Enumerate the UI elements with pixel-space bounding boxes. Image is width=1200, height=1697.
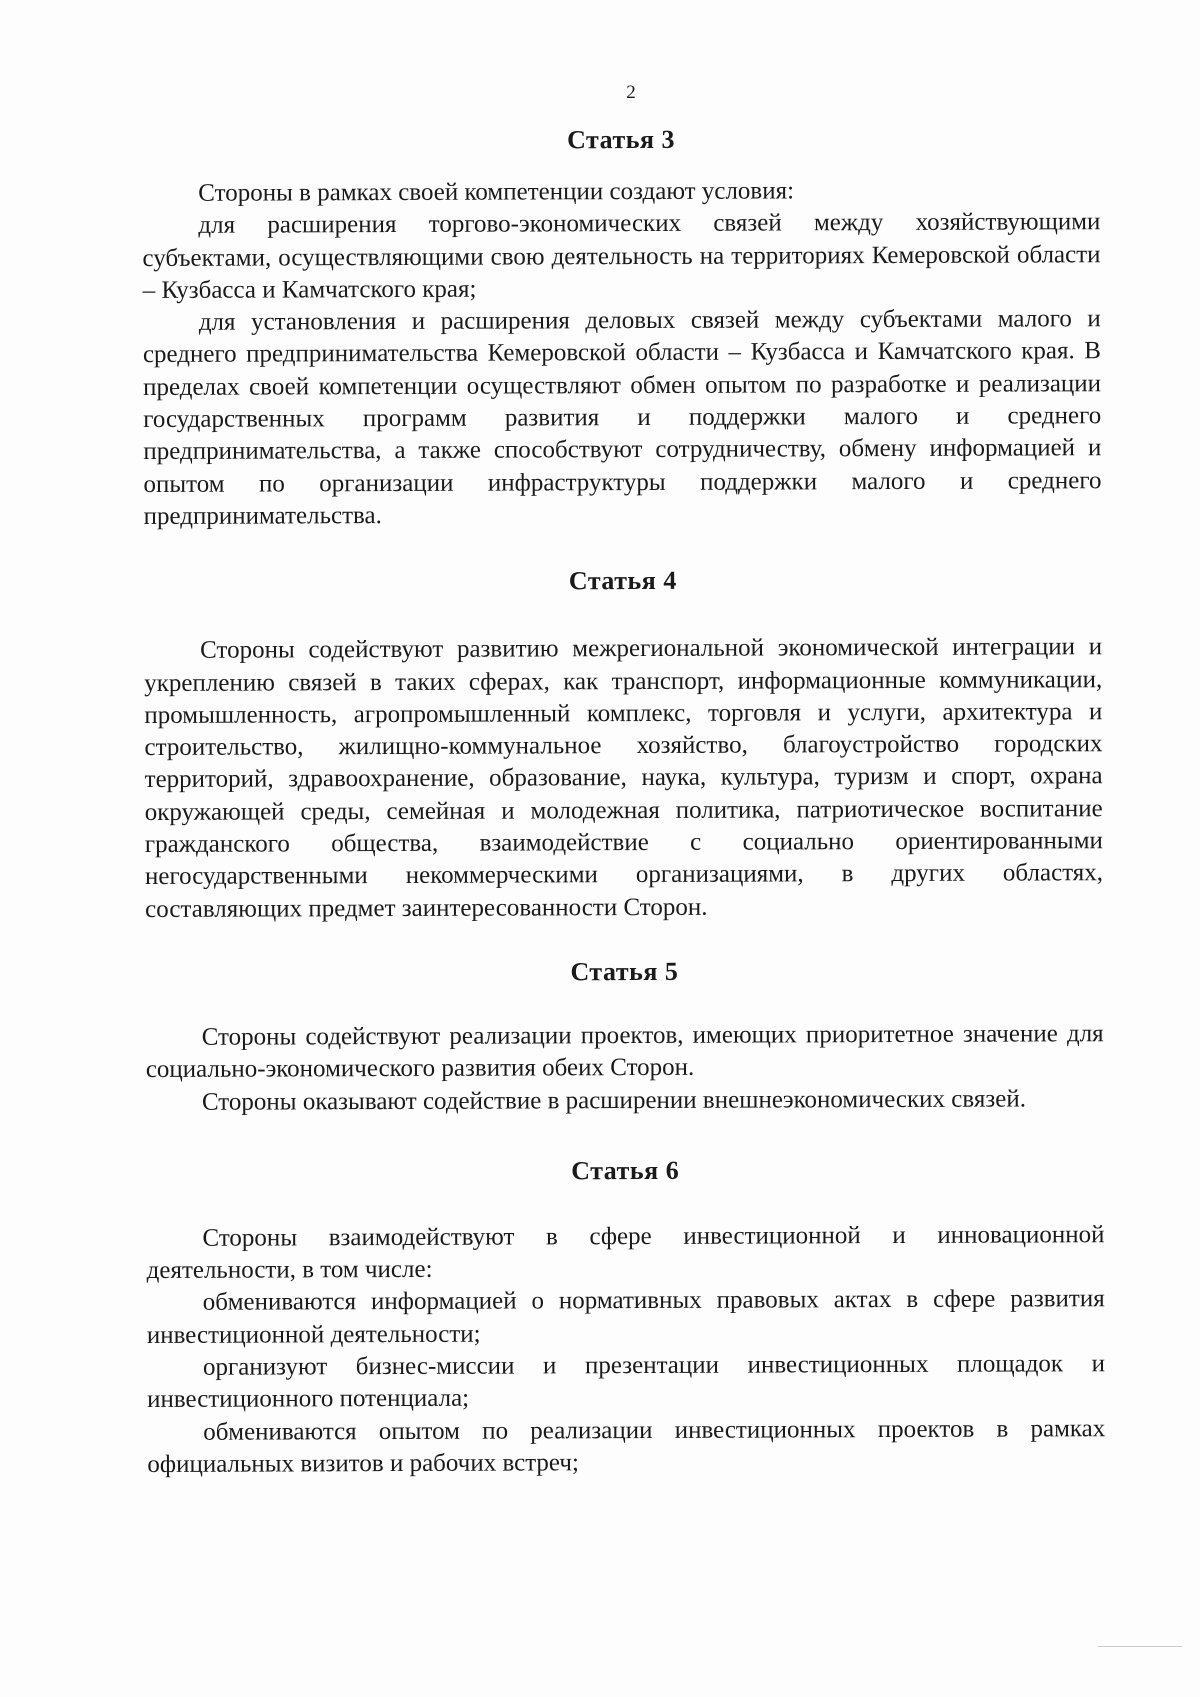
article-paragraph: Стороны в рамках своей компетенции создают условия: [198, 177, 795, 207]
article-paragraph: организуют бизнес-миссии и презентации инвестиционных площадок и инвестиционного потенциала; [147, 1350, 1106, 1414]
article-heading: Статья 6 [571, 1155, 680, 1186]
article-paragraph: обмениваются информацией о нормативных правовых актах в сфере развития инвестиционной деятельности; [146, 1285, 1105, 1349]
article-heading: Статья 5 [570, 956, 679, 987]
article-6 [146, 1153, 1105, 1481]
scan-artifact-line [1098, 1646, 1182, 1647]
document-body [142, 122, 1105, 1481]
article-paragraph: Стороны взаимодействуют в сфере инвестиционной и инновационной деятельности, в том числе: [146, 1220, 1105, 1285]
article-paragraph: Стороны оказывают содействие в расширении внешнеэкономических связей. [201, 1084, 1026, 1116]
article-heading: Статья 3 [567, 124, 676, 155]
article-3 [142, 122, 1102, 533]
article-paragraph: обмениваются опытом по реализации инвестиционных проектов в рамках официальных визитов и рабочих встреч; [147, 1414, 1106, 1478]
page-number: 2 [626, 82, 636, 103]
article-paragraph: для установления и расширения деловых связей между субъектами малого и среднего предпринимательства Кемеровской области – Кузбасса и Камчатского края. В пределах своей компетенции осуществляют обмен опытом по разработке и реализации государственных программ развития и поддержки малого и среднего предпринимательства, а также способствуют сотрудничеству, обмену информацией и опытом по организации инфраструктуры поддержки малого и среднего предпринимательства. [142, 305, 1102, 530]
article-heading: Статья 4 [568, 566, 677, 596]
article-paragraph: Стороны содействуют развитию межрегиональной экономической интеграции и укреплению связей в таких сферах, как транспорт, информационные коммуникации, промышленность, агропромышленный комплекс, торговля и услуги, архитектура и строительство, жилищно-коммунальное хозяйство, благоустройство городских территорий, здравоохранение, образование, наука, культура, туризм и спорт, охрана окружающей среды, семейная и молодежная политика, патриотическое воспитание гражданского общества, взаимодействие с социально ориентированными негосударственными некоммерческими организациями, в других областях, составляющих предмет заинтересованности Сторон. [144, 633, 1104, 923]
article-paragraph: для расширения торгово-экономических связей между хозяйствующими субъектами, осуществляющими свою деятельность на территориях Кемеровской области – Кузбасса и Камчатского края; [142, 208, 1101, 304]
article-4 [144, 563, 1103, 926]
article-paragraph: Стороны содействуют реализации проектов, имеющих приоритетное значение для социально-экономического развития обеих Сторон. [145, 1020, 1104, 1084]
article-5 [145, 954, 1104, 1119]
